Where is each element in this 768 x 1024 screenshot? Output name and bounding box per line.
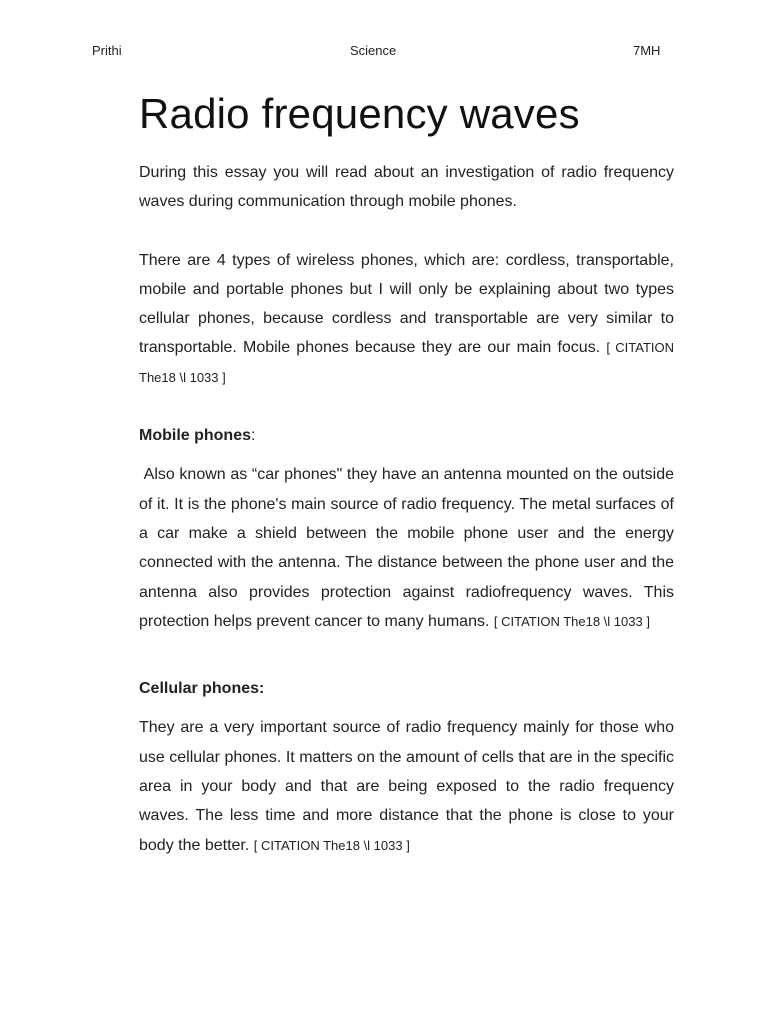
mobile-phones-heading <box>139 421 674 450</box>
document-title: Radio frequency waves <box>139 90 580 137</box>
mobile-text: Also known as “car phones" they have an antenna mounted on the outside of it. It is the phone's main source of radio frequency. The metal surfaces of a car make a shield between the mobile phone user and the energy connected with the antenna. The distance between the phone user and the antenna also provides protection against radiofrequency waves. This protection helps prevent cancer to many humans. <box>139 466 674 630</box>
header-subject: Science <box>350 43 397 58</box>
cellular-phones-heading: Cellular phones: <box>139 680 265 698</box>
header-class: 7MH <box>633 43 661 58</box>
mobile-citation: [ CITATION The18 \l 1033 ] <box>493 613 650 629</box>
cellular-paragraph <box>139 713 674 859</box>
types-text: There are 4 types of wireless phones, which are: cordless, transportable, mobile and portable phones but I will only be explaining about two types cellular phones, because cordless and transportable are very similar to transportable. Mobile phones because they are our main focus. <box>139 251 674 357</box>
cellular-text: They are a very important source of radio frequency mainly for those who use cellular phones. It matters on the amount of cells that are in the specific area in your body and that are being exposed to the radio frequency waves. The less time and more distance that the phone is close to your body the better. <box>139 719 674 854</box>
intro-paragraph <box>139 158 674 217</box>
types-paragraph <box>139 246 674 392</box>
page-header <box>0 43 768 61</box>
mobile-paragraph <box>139 460 674 636</box>
mobile-heading-colon: : <box>251 427 256 445</box>
types-citation: [ CITATION The18 \l 1033 ] <box>139 340 674 385</box>
intro-text: During this essay you will read about an investigation of radio frequency waves during communication through mobile phones. <box>139 164 674 211</box>
cellular-citation: [ CITATION The18 \l 1033 ] <box>253 837 410 853</box>
document-body <box>139 86 674 860</box>
mobile-heading-text: Mobile phones <box>139 427 251 445</box>
header-author: Prithi <box>92 43 122 58</box>
